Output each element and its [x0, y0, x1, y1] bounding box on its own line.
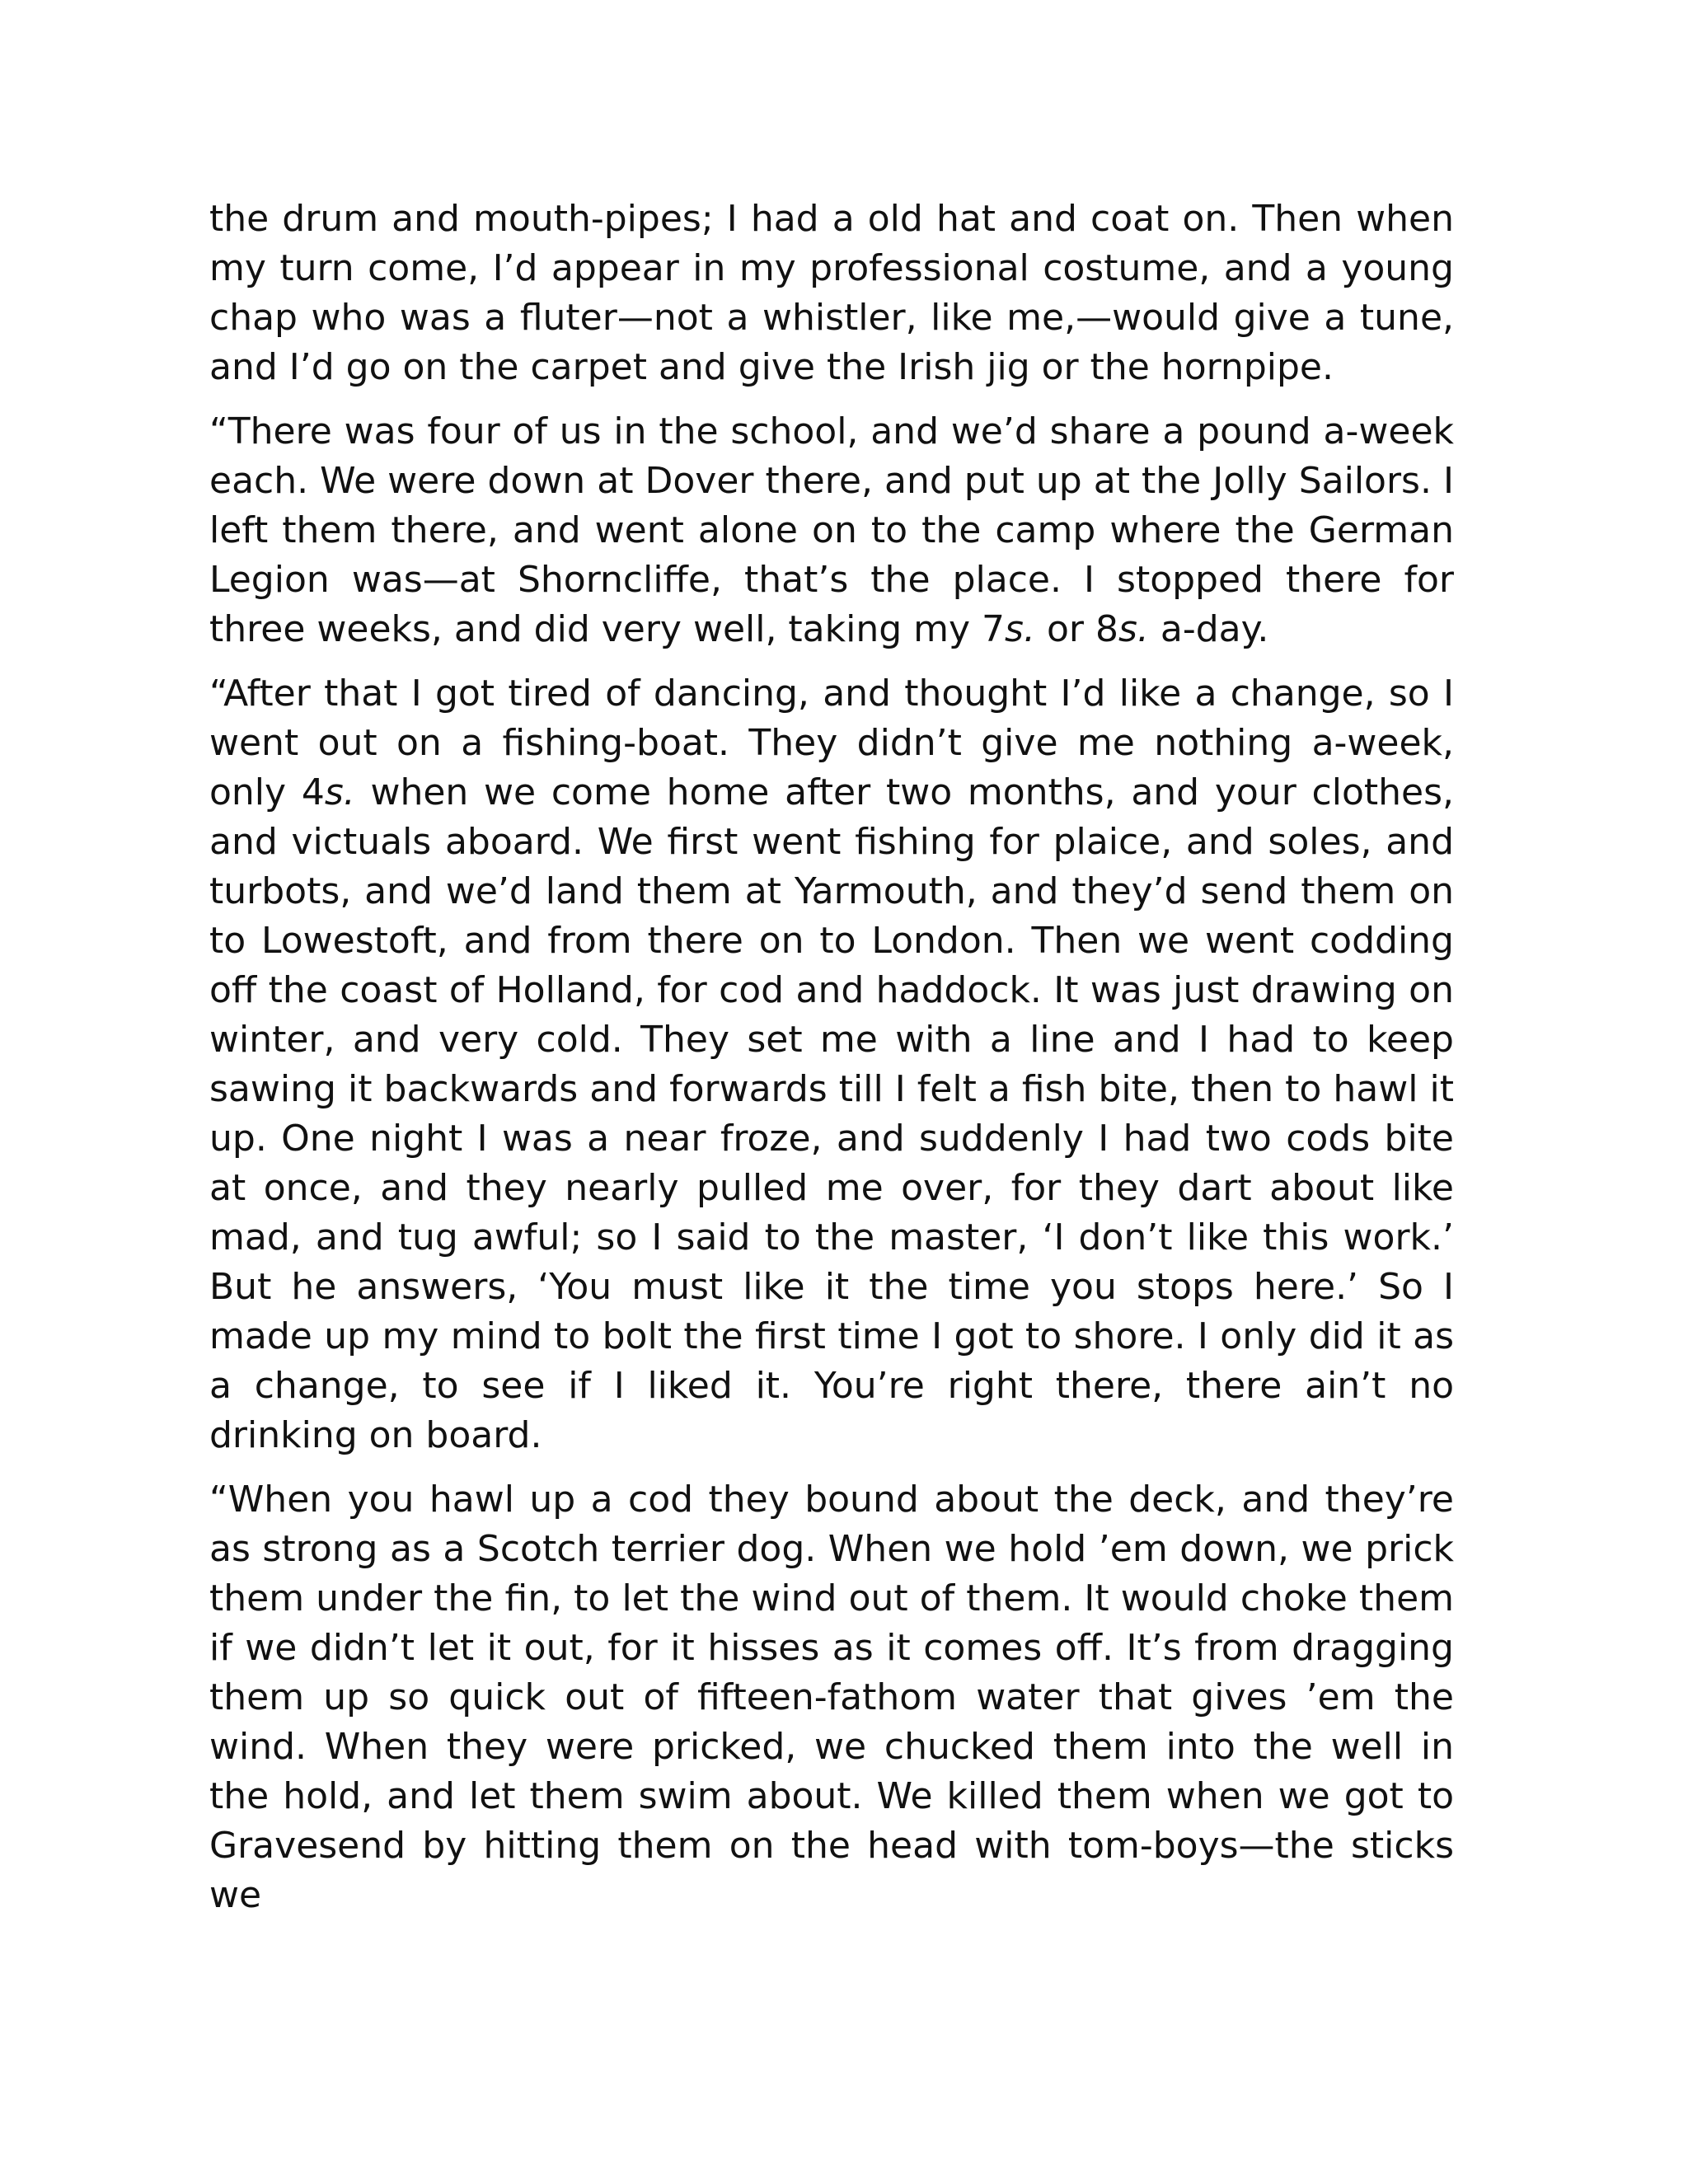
- shilling-abbrev: s.: [324, 771, 355, 813]
- text-run: “When you hawl up a cod they bound about the deck, and they’re as strong as a Scotch terrier dog. When we hold ’em down, we prick them under the fin, to let the wind out of them. It would choke them if we didn’t let it out, for it hisses as it comes off. It’s from dragging them up so quick out of fifteen-fathom water that gives ’em the wind. When they were pricked, we chucked them into the well in the hold, and let them swim about. We killed them when we got to Gravesend by hitting them on the head with tom-boys—the sticks we: [209, 1479, 1454, 1916]
- shilling-abbrev: s.: [1005, 608, 1035, 650]
- text-run: “There was four of us in the school, and we’d share a pound a-week each. We were down at Dover there, and put up at the Jolly Sailors. I left them there, and went alone on to the camp where the German Legion was—at Shorncliffe, that’s the place. I stopped there for three weeks, and did very well, taking my 7: [209, 410, 1454, 650]
- shilling-abbrev: s.: [1118, 608, 1149, 650]
- paragraph-1: [209, 194, 1454, 392]
- text-run: or 8: [1034, 608, 1118, 650]
- paragraph-4: [209, 1475, 1454, 1920]
- paragraph-3: [209, 669, 1454, 1460]
- text-run: the drum and mouth-pipes; I had a old hat and coat on. Then when my turn come, I’d appear in my professional costume, and a young chap who was a fluter—not a whistler, like me,—would give a tune, and I’d go on the carpet and give the Irish jig or the hornpipe.: [209, 198, 1454, 388]
- text-run: when we come home after two months, and your clothes, and victuals aboard. We first went fishing for plaice, and soles, and turbots, and we’d land them at Yarmouth, and they’d send them on to Lowestoft, and from there on to London. Then we went codding off the coast of Holland, for cod and haddock. It was just drawing on winter, and very cold. They set me with a line and I had to keep sawing it backwards and forwards till I felt a fish bite, then to hawl it up. One night I was a near froze, and suddenly I had two cods bite at once, and they nearly pulled me over, for they dart about like mad, and tug awful; so I said to the master, ‘I don’t like this work.’ But he answers, ‘You must like it the time you stops here.’ So I made up my mind to bolt the first time I got to shore. I only did it as a change, to see if I liked it. You’re right there, there ain’t no drinking on board.: [209, 771, 1454, 1456]
- text-run: “After that I got tired of dancing, and thought I’d like a change, so I went out on a fishing-boat. They didn’t give me nothing a-week, only 4: [209, 673, 1454, 813]
- document-page: [209, 194, 1454, 1935]
- text-run: a-day.: [1148, 608, 1269, 650]
- paragraph-2: [209, 407, 1454, 654]
